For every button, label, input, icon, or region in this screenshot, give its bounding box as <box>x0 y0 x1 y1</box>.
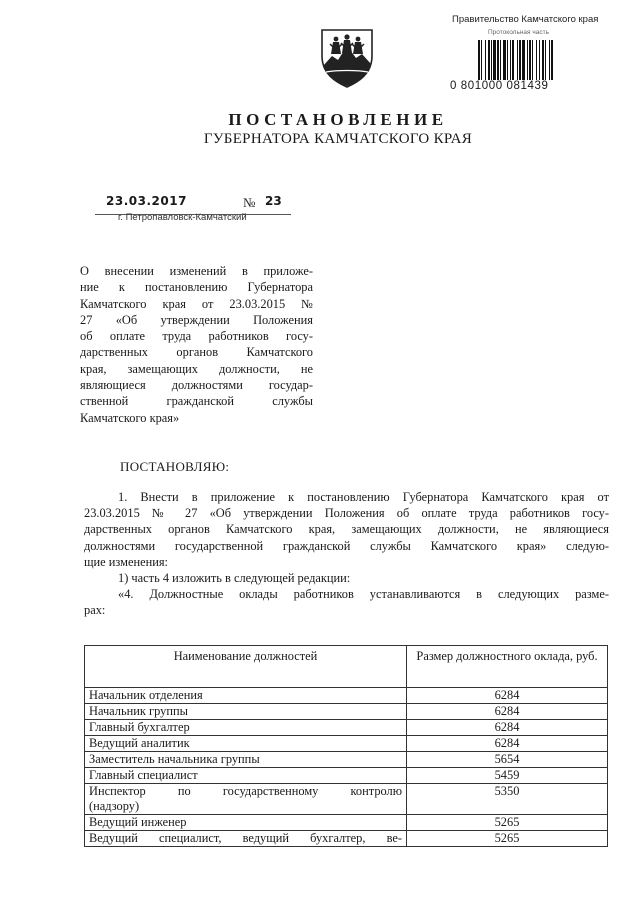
barcode <box>478 40 602 80</box>
subject-line: ние к постановлению Губернатора <box>80 280 313 295</box>
barcode-number: 0 801000 081439 <box>450 80 549 92</box>
subject-line: являющиеся должностями государ- <box>80 378 313 393</box>
registration-stamp <box>452 14 602 36</box>
document-number: 23 <box>265 194 282 208</box>
subject-line: края, замещающих должности, не <box>80 361 313 376</box>
position-name: Главный бухгалтер <box>85 720 407 736</box>
document-subtitle: ГУБЕРНАТОРА КАМЧАТСКОГО КРАЯ <box>203 131 473 147</box>
position-name <box>85 784 407 815</box>
body-line: рах: <box>84 603 106 618</box>
salary-value: 6284 <box>407 720 608 736</box>
subject-line: Камчатского края от 23.03.2015 № <box>80 296 313 311</box>
body-line: должностями государственной гражданской службы Камчатского края» следую- <box>84 538 609 553</box>
table-row <box>85 736 608 752</box>
positions-salary-table <box>84 645 608 847</box>
position-name <box>85 831 407 847</box>
body-line: щие изменения: <box>84 554 168 569</box>
body-line: 23.03.2015 № 27 «Об утверждении Положения об оплате труда работников госу- <box>84 506 609 521</box>
body-line: 1) часть 4 изложить в следующей редакции: <box>118 571 351 586</box>
subject-line: Камчатского края» <box>80 410 180 425</box>
position-name: Ведущий аналитик <box>85 736 407 752</box>
position-name-line: Ведущий специалист, ведущий бухгалтер, ве- <box>89 831 402 845</box>
column-header-position: Наименование должностей <box>85 646 407 688</box>
table-row <box>85 815 608 831</box>
body-line: дарственных органов Камчатского края, замещающих должности, не являющиеся <box>84 522 609 537</box>
body-line: «4. Должностные оклады работников устанавливаются в следующих разме- <box>118 587 609 602</box>
body-line: 1. Внести в приложение к постановлению Губернатора Камчатского края от <box>118 490 609 504</box>
salary-value: 6284 <box>407 704 608 720</box>
table-row <box>85 752 608 768</box>
table-header-row <box>85 646 608 688</box>
document-city: г. Петропавловск-Камчатский <box>118 212 247 223</box>
position-name: Начальник отделения <box>85 688 407 704</box>
table-row <box>85 688 608 704</box>
position-name-line: (надзору) <box>89 799 140 813</box>
decree-word: ПОСТАНОВЛЯЮ: <box>120 459 230 474</box>
position-name: Главный специалист <box>85 768 407 784</box>
position-name: Заместитель начальника группы <box>85 752 407 768</box>
document-subject <box>80 263 313 426</box>
document-date: 23.03.2017 <box>106 194 187 208</box>
position-name-line: Инспектор по государственному контролю <box>89 784 402 798</box>
number-label: № <box>243 195 256 210</box>
table-row <box>85 831 608 847</box>
salary-value: 5350 <box>407 784 608 815</box>
salary-value: 5654 <box>407 752 608 768</box>
subject-line: ственной гражданской службы <box>80 394 313 409</box>
table-row <box>85 720 608 736</box>
table-row <box>85 768 608 784</box>
subject-line: 27 «Об утверждении Положения <box>80 312 313 327</box>
salary-value: 5459 <box>407 768 608 784</box>
body-text <box>84 489 609 619</box>
salary-value: 5265 <box>407 815 608 831</box>
table-row <box>85 704 608 720</box>
salary-value: 5265 <box>407 831 608 847</box>
salary-value: 6284 <box>407 688 608 704</box>
stamp-subtitle: Протокольная часть <box>488 29 549 36</box>
subject-line: О внесении изменений в приложе- <box>80 264 313 278</box>
document-title: ПОСТАНОВЛЕНИЕ <box>228 110 448 129</box>
salary-value: 6284 <box>407 736 608 752</box>
subject-line: об оплате труда работников госу- <box>80 329 313 344</box>
stamp-organization: Правительство Камчатского края <box>452 14 599 25</box>
kamchatka-emblem-icon <box>318 26 376 88</box>
subject-line: дарственных органов Камчатского <box>80 345 313 360</box>
position-name: Ведущий инженер <box>85 815 407 831</box>
position-name: Начальник группы <box>85 704 407 720</box>
table-row <box>85 784 608 815</box>
column-header-salary: Размер должностного оклада, руб. <box>407 646 608 688</box>
